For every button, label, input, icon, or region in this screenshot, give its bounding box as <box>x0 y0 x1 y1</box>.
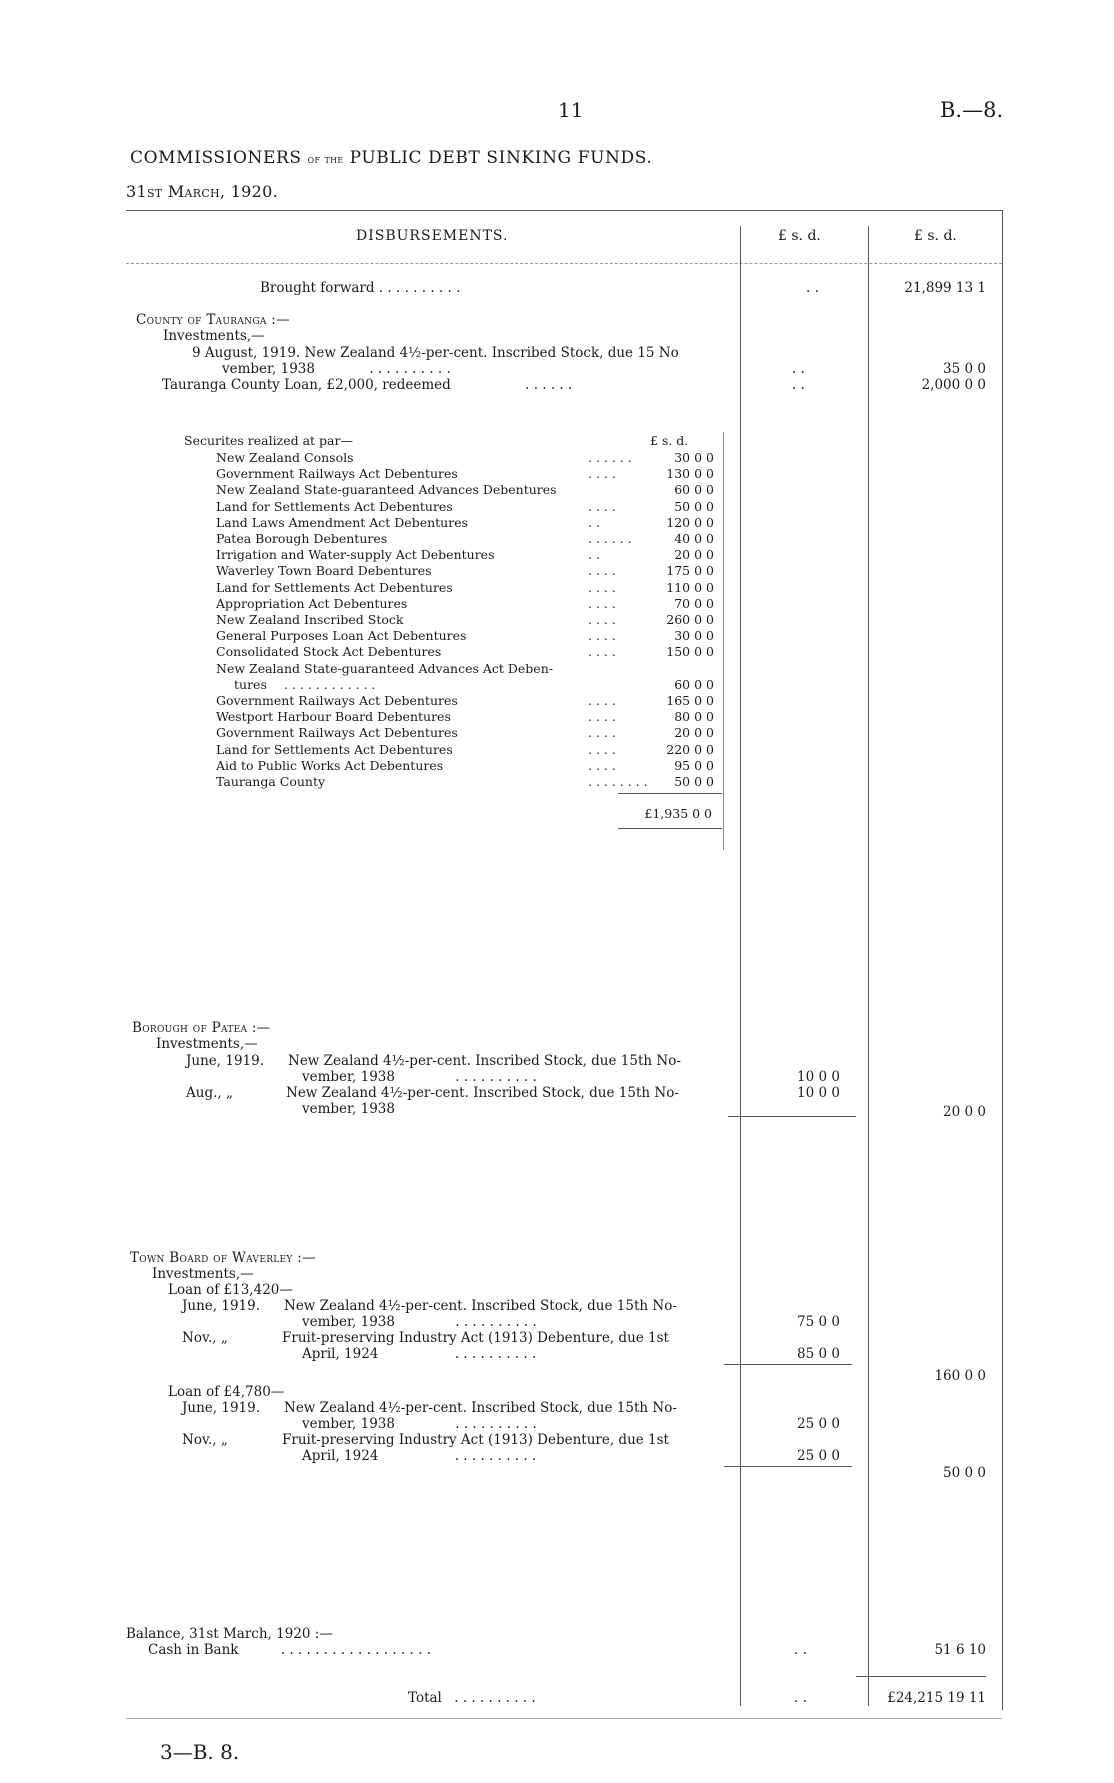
security-amount: 130 0 0 <box>666 466 714 482</box>
waverley-loan-1: Loan of £13,420— <box>168 1282 293 1298</box>
waverley-loan2-subtotal-rule <box>724 1466 852 1467</box>
leader-dots: . . . . <box>588 498 616 514</box>
security-label: tures <box>234 676 267 692</box>
leader-dots: . . . . <box>588 725 616 741</box>
title-part-a: COMMISSIONERS <box>130 148 302 168</box>
section-heading-tauranga: County of Tauranga :— <box>136 312 290 328</box>
security-label: Aid to Public Works Act Debentures <box>216 757 444 773</box>
patea-line-2: New Zealand 4½-per-cent. Inscribed Stock, due 15th No- <box>286 1085 679 1101</box>
waverley-loan1-line2-amount: 85 0 0 <box>797 1346 840 1362</box>
patea-line-1-amount: 10 0 0 <box>797 1069 840 1085</box>
table-header-rule <box>126 263 1002 264</box>
balance-line <box>148 1642 431 1658</box>
securities-row <box>216 466 730 482</box>
title-of: of the <box>307 152 344 166</box>
leader-dots: . . . . <box>588 612 616 627</box>
securities-row <box>216 482 730 498</box>
waverley-loan1-line2b <box>302 1346 536 1362</box>
security-amount: 70 0 0 <box>674 595 714 611</box>
page-number: 11 <box>558 98 584 122</box>
security-label: New Zealand State-guaranteed Advances Act Deben- <box>216 660 553 676</box>
waverley-loan2-line2-amount: 25 0 0 <box>797 1448 840 1464</box>
security-amount: 50 0 0 <box>674 774 714 789</box>
tauranga-line-2-text: Tauranga County Loan, £2,000, redeemed <box>162 377 451 393</box>
patea-line-1: New Zealand 4½-per-cent. Inscribed Stock, due 15th No- <box>288 1053 681 1069</box>
securities-row <box>216 725 730 741</box>
balance-col1-dots: . . <box>794 1642 807 1658</box>
security-label: New Zealand Inscribed Stock <box>216 612 404 627</box>
waverley-loan1-subtotal-rule <box>724 1364 852 1365</box>
securities-unit-header: £ s. d. <box>650 433 689 448</box>
leader-dots: . . . . . . . . <box>588 774 648 789</box>
securities-row <box>216 450 730 466</box>
tauranga-line-1b-text: vember, 1938 <box>222 361 315 377</box>
security-label: Land Laws Amendment Act Debentures <box>216 514 469 530</box>
security-label: Waverley Town Board Debentures <box>216 563 432 579</box>
waverley-loan1-line1b <box>302 1314 537 1330</box>
leader-dots: . . . . . . . . . . <box>454 1448 537 1464</box>
leader-dots: . . . . . . <box>588 450 632 465</box>
waverley-loan1-line1b-text: vember, 1938 <box>302 1314 395 1330</box>
waverley-loan2-line1b <box>302 1416 537 1432</box>
balance-amount: 51 6 10 <box>934 1642 986 1658</box>
waverley-loan2-line2b <box>302 1448 536 1464</box>
leader-dots: . . . . <box>588 466 616 482</box>
securities-total: £1,935 0 0 <box>644 806 712 821</box>
patea-line-2-date: Aug., „ <box>186 1085 233 1101</box>
leader-dots: . . . . <box>588 563 616 579</box>
securities-row <box>216 709 730 725</box>
securities-row <box>216 644 730 660</box>
leader-dots: . . . . <box>588 644 616 660</box>
waverley-loan2-line1: New Zealand 4½-per-cent. Inscribed Stock, due 15th No- <box>284 1400 677 1416</box>
securities-rule-2 <box>618 828 722 829</box>
security-label: General Purposes Loan Act Debentures <box>216 628 467 644</box>
brought-forward-text: Brought forward <box>260 280 375 296</box>
security-amount: 80 0 0 <box>674 709 714 725</box>
tauranga-line-2-col1: . . <box>792 377 805 393</box>
security-amount: 95 0 0 <box>674 757 714 773</box>
leader-dots: . . . . <box>588 709 616 725</box>
col1-header: £ s. d. <box>778 228 821 244</box>
tauranga-line-1-col1: . . <box>792 361 805 377</box>
leader-dots: . . . . . . <box>588 531 632 546</box>
leader-dots: . . . . <box>588 628 616 644</box>
leader-dots: . . . . <box>588 757 616 773</box>
security-amount: 120 0 0 <box>666 514 714 530</box>
document-code: B.—8. <box>940 98 1004 122</box>
securities-heading: Securites realized at par— <box>184 433 353 448</box>
leader-dots: . . . . . . . . . . <box>378 280 461 296</box>
securities-row <box>216 774 730 790</box>
securities-row <box>216 563 730 579</box>
security-label: Tauranga County <box>216 774 326 789</box>
securities-row <box>216 531 730 547</box>
security-amount: 40 0 0 <box>674 531 714 546</box>
patea-line-2b: vember, 1938 <box>302 1101 395 1117</box>
section-heading-patea: Borough of Patea :— <box>132 1020 271 1036</box>
securities-row <box>216 580 730 596</box>
total-line <box>408 1690 536 1706</box>
security-label: Land for Settlements Act Debentures <box>216 741 453 757</box>
leader-dots: . . . . <box>588 595 616 611</box>
security-amount: 60 0 0 <box>674 676 714 692</box>
securities-row <box>216 758 730 774</box>
patea-line-2-amount: 10 0 0 <box>797 1085 840 1101</box>
security-amount: 50 0 0 <box>674 498 714 514</box>
waverley-loan1-total: 160 0 0 <box>934 1368 986 1384</box>
table-bottom-rule <box>126 1718 1002 1719</box>
total-col1-dots: . . <box>794 1690 807 1706</box>
leader-dots: . . . . . . . . . . <box>454 1346 537 1362</box>
cash-in-bank-label: Cash in Bank <box>148 1642 239 1658</box>
waverley-loan2-line2b-text: April, 1924 <box>302 1448 379 1464</box>
leader-dots: . . . . . . . . . . <box>454 1690 536 1706</box>
security-label: Government Railways Act Debentures <box>216 693 458 708</box>
grand-total-amount: £24,215 19 11 <box>887 1690 986 1706</box>
signature-mark: 3—B. 8. <box>160 1740 240 1764</box>
waverley-loan1-line1: New Zealand 4½-per-cent. Inscribed Stock, due 15th No- <box>284 1298 677 1314</box>
leader-dots: . . . . . . . . . . <box>455 1314 537 1330</box>
leader-dots: . . <box>588 514 600 530</box>
securities-rule-1 <box>618 793 722 794</box>
securities-row <box>216 612 730 628</box>
leader-dots: . . . . <box>588 693 616 708</box>
patea-total: 20 0 0 <box>943 1104 986 1120</box>
securities-row <box>216 661 730 677</box>
leader-dots: . . . . <box>588 741 616 757</box>
securities-row <box>216 547 730 563</box>
leader-dots: . . . . . . . . . . <box>455 1416 537 1432</box>
brought-forward-label <box>260 280 460 296</box>
tauranga-line-2-amount: 2,000 0 0 <box>921 377 986 393</box>
col2-header: £ s. d. <box>914 228 957 244</box>
column-divider-1 <box>740 226 741 1706</box>
waverley-loan1-line2b-text: April, 1924 <box>302 1346 379 1362</box>
security-label: Land for Settlements Act Debentures <box>216 498 453 514</box>
waverley-loan2-line2: Fruit-preserving Industry Act (1913) Debenture, due 1st <box>282 1432 669 1448</box>
waverley-loan-2: Loan of £4,780— <box>168 1384 285 1400</box>
securities-row <box>216 628 730 644</box>
patea-subtotal-rule <box>728 1116 856 1117</box>
leader-dots: . . . . <box>588 579 616 595</box>
security-label: Government Railways Act Debentures <box>216 466 458 482</box>
brought-forward-amount: 21,899 13 1 <box>904 280 986 296</box>
leader-dots: . . . . . . . . . . . . <box>284 676 376 692</box>
waverley-loan2-total: 50 0 0 <box>943 1465 986 1481</box>
waverley-loan2-line1b-text: vember, 1938 <box>302 1416 395 1432</box>
security-amount: 260 0 0 <box>666 612 714 627</box>
disbursements-header: DISBURSEMENTS. <box>356 228 509 244</box>
waverley-loan1-line2: Fruit-preserving Industry Act (1913) Debenture, due 1st <box>282 1330 669 1346</box>
investments-label: Investments,— <box>152 1266 254 1282</box>
securities-row <box>216 499 730 515</box>
security-amount: 220 0 0 <box>666 741 714 757</box>
column-divider-3 <box>1002 210 1003 1710</box>
security-amount: 150 0 0 <box>666 644 714 660</box>
security-amount: 20 0 0 <box>674 725 714 741</box>
security-amount: 165 0 0 <box>666 693 714 708</box>
patea-line-1b-text: vember, 1938 <box>302 1069 395 1085</box>
waverley-loan2-line2-date: Nov., „ <box>182 1432 228 1448</box>
security-amount: 30 0 0 <box>674 450 714 465</box>
column-divider-2 <box>868 226 869 1706</box>
security-label: New Zealand Consols <box>216 450 354 465</box>
title-part-b: PUBLIC DEBT SINKING FUNDS. <box>349 148 653 168</box>
waverley-loan1-line1-date: June, 1919. <box>182 1298 261 1314</box>
report-date: 31st March, 1920. <box>126 182 279 201</box>
waverley-loan1-line2-date: Nov., „ <box>182 1330 228 1346</box>
balance-heading: Balance, 31st March, 1920 :— <box>126 1626 333 1642</box>
tauranga-line-1-amount: 35 0 0 <box>943 361 986 377</box>
total-label: Total <box>408 1690 442 1706</box>
securities-row <box>216 742 730 758</box>
patea-line-1-date: June, 1919. <box>186 1053 265 1069</box>
leader-dots: . . . . . . . . . . <box>455 1069 537 1085</box>
security-amount: 60 0 0 <box>674 482 714 498</box>
securities-row <box>216 596 730 612</box>
securities-row <box>216 677 730 693</box>
leader-dots: . . . . . . <box>525 377 573 393</box>
security-label: Westport Harbour Board Debentures <box>216 709 451 725</box>
leader-dots: . . . . . . . . . . <box>369 361 451 377</box>
investments-label: Investments,— <box>156 1036 258 1052</box>
security-label: Consolidated Stock Act Debentures <box>216 644 442 660</box>
security-label: Land for Settlements Act Debentures <box>216 579 453 595</box>
security-label: Patea Borough Debentures <box>216 531 388 546</box>
tauranga-line-1: 9 August, 1919. New Zealand 4½-per-cent. Inscribed Stock, due 15 No <box>192 345 679 361</box>
patea-line-1b <box>302 1069 537 1085</box>
security-label: Appropriation Act Debentures <box>216 595 408 611</box>
page-title <box>130 148 652 168</box>
security-amount: 175 0 0 <box>666 563 714 579</box>
security-amount: 20 0 0 <box>674 547 714 563</box>
investments-label: Investments,— <box>163 328 265 344</box>
section-heading-waverley: Town Board of Waverley :— <box>130 1250 316 1266</box>
tauranga-line-1b <box>222 361 451 377</box>
security-label: New Zealand State-guaranteed Advances Debentures <box>216 482 557 498</box>
tauranga-line-2 <box>162 377 572 393</box>
waverley-loan2-line1-date: June, 1919. <box>182 1400 261 1416</box>
security-amount: 30 0 0 <box>674 628 714 644</box>
security-label: Irrigation and Water-supply Act Debentures <box>216 547 495 563</box>
total-rule-top <box>856 1676 986 1677</box>
leader-dots: . . . . . . . . . . . . . . . . . . <box>280 1642 431 1658</box>
securities-row <box>216 515 730 531</box>
waverley-loan2-line1-amount: 25 0 0 <box>797 1416 840 1432</box>
brought-forward-col1-dots: . . <box>806 280 819 296</box>
security-amount: 110 0 0 <box>666 579 714 595</box>
security-label: Government Railways Act Debentures <box>216 725 458 741</box>
table-top-rule <box>126 210 1002 211</box>
waverley-loan1-line1-amount: 75 0 0 <box>797 1314 840 1330</box>
leader-dots: . . <box>588 547 600 563</box>
securities-row <box>216 693 730 709</box>
